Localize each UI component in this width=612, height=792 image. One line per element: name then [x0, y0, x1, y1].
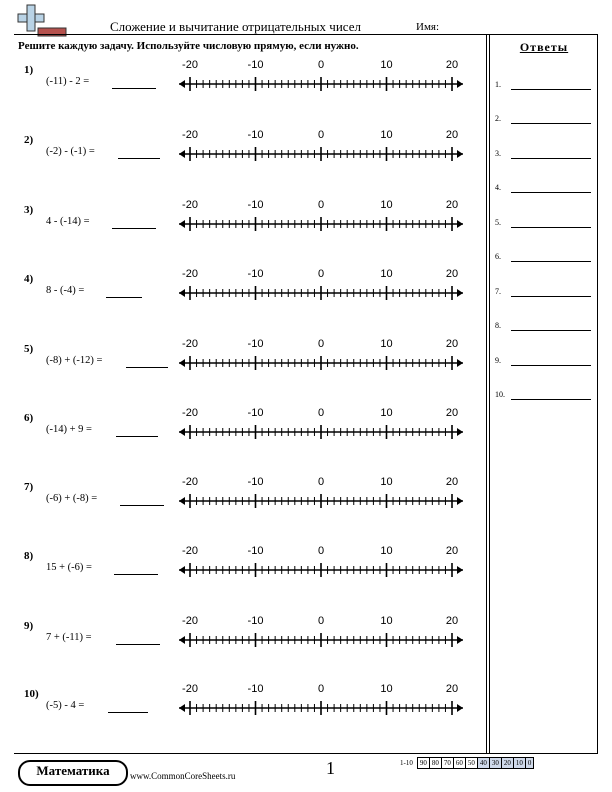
number-line-arrow: [179, 566, 185, 574]
problem-number: 3): [24, 204, 34, 216]
score-cell: 20: [501, 758, 513, 769]
tick-label: 0: [317, 129, 325, 141]
tick-label: -20: [182, 615, 198, 627]
answer-row: [495, 114, 593, 128]
tick-label: -10: [247, 59, 264, 71]
answer-line[interactable]: [511, 399, 591, 400]
problem-expression: (-2) - (-1) =: [46, 146, 95, 157]
tick-label: -20: [182, 545, 198, 557]
score-cell: 30: [489, 758, 501, 769]
number-line-arrow: [179, 497, 185, 505]
answer-line[interactable]: [511, 123, 591, 124]
problem-10: [14, 683, 484, 748]
answer-line[interactable]: [511, 296, 591, 297]
problem-expression: (-6) + (-8) =: [46, 493, 98, 504]
tick-label: 0: [317, 615, 325, 627]
number-line-arrow: [179, 428, 185, 436]
tick-label: 0: [317, 545, 325, 557]
column-divider: [486, 35, 487, 753]
number-line-arrow: [457, 359, 463, 367]
tick-label: -10: [247, 199, 264, 211]
tick-label: -10: [247, 545, 264, 557]
number-line-arrow: [179, 359, 185, 367]
page-number: 1: [326, 758, 335, 778]
score-cell: 60: [453, 758, 465, 769]
number-line-arrow: [457, 704, 463, 712]
answer-blank[interactable]: [114, 574, 158, 575]
answer-row: [495, 321, 593, 335]
tick-label: 0: [317, 476, 325, 488]
problem-9: [14, 615, 484, 680]
subject-badge-label: Математика: [36, 763, 110, 778]
answer-number: 7.: [495, 287, 501, 296]
problem-4: [14, 268, 484, 333]
answer-row: [495, 390, 593, 404]
problem-expression: 8 - (-4) =: [46, 285, 85, 296]
tick-label: -20: [182, 476, 198, 488]
number-line: [176, 404, 466, 444]
tick-label: 10: [380, 476, 393, 488]
answer-line[interactable]: [511, 330, 591, 331]
score-cell: 70: [441, 758, 453, 769]
tick-label: -20: [182, 199, 198, 211]
number-line-arrow: [179, 150, 185, 158]
logo-plus-minus-icon: [16, 4, 68, 38]
answer-number: 10.: [495, 390, 505, 399]
tick-label: 0: [317, 199, 325, 211]
problem-expression: (-14) + 9 =: [46, 424, 92, 435]
tick-label: -10: [247, 683, 264, 695]
problem-number: 10): [24, 688, 39, 700]
tick-label: -20: [182, 407, 198, 419]
tick-label: 20: [445, 615, 459, 627]
answer-number: 3.: [495, 149, 501, 158]
number-line: [176, 56, 466, 96]
problem-number: 8): [24, 550, 34, 562]
answer-number: 9.: [495, 356, 501, 365]
answer-line[interactable]: [511, 365, 591, 366]
problem-expression: 4 - (-14) =: [46, 216, 90, 227]
problem-expression: (-5) - 4 =: [46, 700, 85, 711]
tick-label: 20: [445, 476, 459, 488]
answer-number: 1.: [495, 80, 501, 89]
score-cell: 40: [477, 758, 489, 769]
number-line: [176, 680, 466, 720]
problem-7: [14, 476, 484, 541]
number-line: [176, 335, 466, 375]
right-border: [597, 35, 598, 753]
answer-blank[interactable]: [120, 505, 164, 506]
tick-label: 20: [445, 338, 459, 350]
answer-blank[interactable]: [108, 712, 148, 713]
tick-label: 10: [380, 268, 393, 280]
tick-label: 20: [445, 407, 459, 419]
answer-number: 2.: [495, 114, 501, 123]
tick-label: 10: [380, 59, 393, 71]
answer-line[interactable]: [511, 192, 591, 193]
problem-number: 1): [24, 64, 34, 76]
tick-label: 0: [317, 407, 325, 419]
answer-blank[interactable]: [112, 88, 156, 89]
answer-number: 6.: [495, 252, 501, 261]
tick-label: 0: [317, 59, 325, 71]
tick-label: 20: [445, 59, 459, 71]
tick-label: 10: [380, 545, 393, 557]
number-line-arrow: [179, 704, 185, 712]
answer-row: [495, 149, 593, 163]
number-line: [176, 473, 466, 513]
answer-blank[interactable]: [112, 228, 156, 229]
tick-label: 10: [380, 338, 393, 350]
answer-line[interactable]: [511, 227, 591, 228]
problem-5: [14, 338, 484, 403]
number-line-arrow: [457, 566, 463, 574]
problem-number: 7): [24, 481, 34, 493]
answer-blank[interactable]: [106, 297, 142, 298]
tick-label: 20: [445, 683, 459, 695]
answer-line[interactable]: [511, 89, 591, 90]
number-line-arrow: [457, 428, 463, 436]
problem-expression: (-11) - 2 =: [46, 76, 90, 87]
tick-label: 10: [380, 199, 393, 211]
worksheet-title: Сложение и вычитание отрицательных чисел: [110, 19, 361, 34]
problem-8: [14, 545, 484, 610]
number-line: [176, 196, 466, 236]
score-cell: 50: [465, 758, 477, 769]
tick-label: 10: [380, 407, 393, 419]
tick-label: 10: [380, 615, 393, 627]
header-divider: [14, 34, 598, 35]
tick-label: -10: [247, 268, 264, 280]
tick-label: -10: [247, 615, 264, 627]
answer-row: [495, 287, 593, 301]
number-line-arrow: [179, 636, 185, 644]
problem-number: 2): [24, 134, 34, 146]
number-line-arrow: [457, 497, 463, 505]
answer-blank[interactable]: [118, 158, 160, 159]
tick-label: 0: [317, 683, 325, 695]
tick-label: 10: [380, 129, 393, 141]
score-range: 1-10: [400, 759, 413, 767]
problem-number: 6): [24, 412, 34, 424]
tick-label: 20: [445, 545, 459, 557]
answer-row: [495, 218, 593, 232]
tick-label: -20: [182, 129, 198, 141]
number-line: [176, 265, 466, 305]
tick-label: -10: [247, 476, 264, 488]
number-line: [176, 542, 466, 582]
problem-6: [14, 407, 484, 472]
tick-label: 10: [380, 683, 393, 695]
tick-label: 0: [317, 338, 325, 350]
answer-blank[interactable]: [116, 436, 158, 437]
tick-label: -20: [182, 338, 198, 350]
answers-title: Ответы: [519, 40, 569, 54]
tick-label: -20: [182, 268, 198, 280]
number-line: [176, 126, 466, 166]
number-line-arrow: [179, 80, 185, 88]
tick-label: -20: [182, 59, 198, 71]
instructions: Решите каждую задачу. Используйте числовую прямую, если нужно.: [18, 40, 359, 52]
tick-label: -10: [247, 407, 264, 419]
problem-1: [14, 59, 484, 124]
number-line-arrow: [179, 220, 185, 228]
footer-divider: [14, 753, 598, 754]
score-cell: 80: [429, 758, 441, 769]
problem-expression: (-8) + (-12) =: [46, 355, 103, 366]
name-label: Имя:: [416, 21, 440, 33]
website-label: www.CommonCoreSheets.ru: [130, 771, 236, 781]
answer-line[interactable]: [511, 158, 591, 159]
tick-label: -20: [182, 683, 198, 695]
problem-number: 9): [24, 620, 34, 632]
score-cell: 0: [525, 758, 534, 769]
tick-label: 20: [445, 129, 459, 141]
number-line-arrow: [457, 150, 463, 158]
answer-line[interactable]: [511, 261, 591, 262]
answer-number: 8.: [495, 321, 501, 330]
tick-label: -10: [247, 338, 264, 350]
answer-number: 5.: [495, 218, 501, 227]
answer-row: [495, 252, 593, 266]
answer-blank[interactable]: [126, 367, 168, 368]
answer-row: [495, 80, 593, 94]
problem-expression: 7 + (-11) =: [46, 632, 92, 643]
number-line-arrow: [457, 636, 463, 644]
number-line-arrow: [179, 289, 185, 297]
problem-number: 5): [24, 343, 34, 355]
problem-2: [14, 129, 484, 194]
score-table: [398, 757, 534, 769]
problem-expression: 15 + (-6) =: [46, 562, 92, 573]
tick-label: 0: [317, 268, 325, 280]
score-cell: 10: [513, 758, 525, 769]
problem-3: [14, 199, 484, 264]
score-cell: 90: [417, 758, 429, 769]
number-line: [176, 612, 466, 652]
column-divider-inner: [489, 35, 490, 753]
tick-label: 20: [445, 268, 459, 280]
number-line-arrow: [457, 289, 463, 297]
answer-blank[interactable]: [116, 644, 160, 645]
number-line-arrow: [457, 220, 463, 228]
answer-row: [495, 356, 593, 370]
answer-number: 4.: [495, 183, 501, 192]
answer-row: [495, 183, 593, 197]
number-line-arrow: [457, 80, 463, 88]
tick-label: 20: [445, 199, 459, 211]
tick-label: -10: [247, 129, 264, 141]
problem-number: 4): [24, 273, 34, 285]
